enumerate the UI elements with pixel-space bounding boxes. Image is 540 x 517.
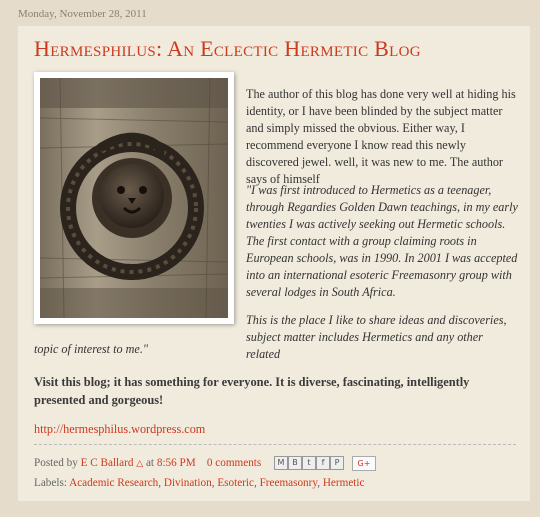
gplus-button[interactable]: G+ — [352, 456, 376, 471]
pinterest-icon[interactable]: P — [330, 456, 344, 470]
post-image-frame — [34, 72, 234, 324]
blogthis-icon[interactable]: B — [288, 456, 302, 470]
posted-by-label: Posted by — [34, 457, 78, 469]
post-footer-byline — [34, 457, 261, 469]
email-icon[interactable]: M — [274, 456, 288, 470]
post-recommendation: Visit this blog; it has something for everyone. It is diverse, fascinating, intelligently presented and gorgeous! — [34, 375, 470, 407]
comments-link[interactable]: 0 comments — [206, 457, 262, 469]
author-profile-icon[interactable]: △ — [136, 458, 144, 468]
blog-post — [18, 26, 530, 501]
label-link[interactable]: Hermetic — [322, 477, 365, 489]
label-link[interactable]: Divination — [163, 477, 212, 489]
post-title[interactable]: Hermesphilus: An Eclectic Hermetic Blog — [34, 36, 421, 61]
label-link[interactable]: Esoteric — [217, 477, 254, 489]
ouroboros-door-knocker-image[interactable] — [40, 78, 228, 318]
post-quote-purpose-line2: topic of interest to me." — [34, 342, 148, 356]
at-label: at — [145, 457, 155, 469]
label-link[interactable]: Freemasonry — [259, 477, 318, 489]
blog-url-link[interactable]: http://hermesphilus.wordpress.com — [34, 422, 206, 436]
share-buttons — [274, 456, 344, 470]
post-timestamp-link[interactable]: 8:56 PM — [156, 457, 196, 469]
date-header: Monday, November 28, 2011 — [18, 8, 147, 20]
labels-prefix: Labels: — [34, 477, 67, 489]
post-quote-biography: "I was first introduced to Hermetics as a teenager, through Regardies Golden Dawn teachings, in my early twenties I was actively seeking out Hermetic schools. The first contact with a group claiming roots in European schools, was in 1990. In 2001 I was accepted into an international esoteric Freemasonry group with several lodges in South Africa. — [246, 183, 518, 299]
twitter-icon[interactable]: t — [302, 456, 316, 470]
post-labels: Labels: Academic Research, Divination, Esoteric, Freemasonry, Hermetic — [34, 477, 365, 489]
post-paragraph-intro: The author of this blog has done very well at hiding his identity, or I have been blinded by the subject matter and simply missed the obvious. Either way, I recommend everyone I know read this newly discovered jewel. well, it was new to me. The author says of himself — [246, 87, 516, 186]
post-quote-purpose-line1: This is the place I like to share ideas and discoveries, subject matter includes Hermetics and any other related — [246, 313, 507, 361]
post-footer-divider — [34, 444, 516, 445]
author-link[interactable]: E C Ballard — [80, 457, 134, 469]
facebook-icon[interactable]: f — [316, 456, 330, 470]
label-link[interactable]: Academic Research — [69, 477, 159, 489]
